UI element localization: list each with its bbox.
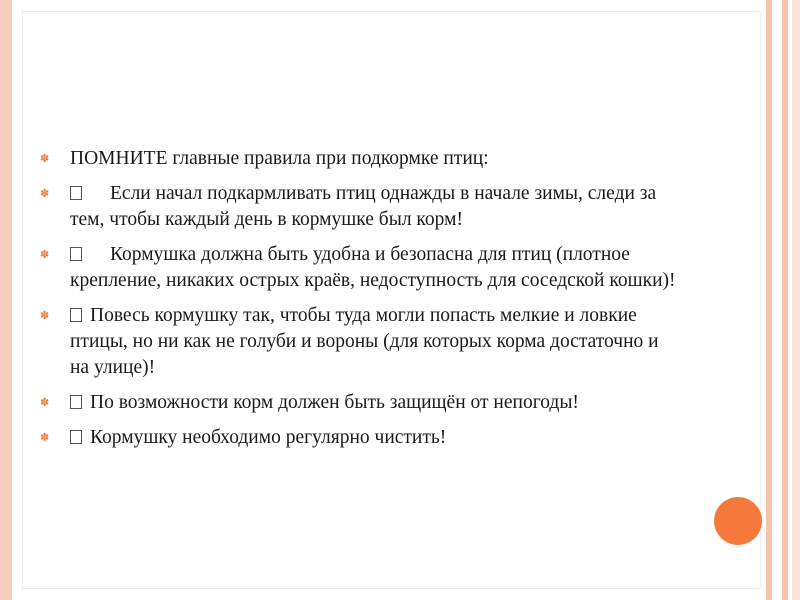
- list-item-text: Повесь кормушку так, чтобы туда могли попасть мелкие и ловкие птицы, но ни как не голуби и вороны (для которых корма достаточно и на улице)!: [70, 305, 659, 378]
- missing-glyph-icon: [70, 430, 82, 444]
- missing-glyph-icon: [70, 308, 82, 322]
- list-item-text: Если начал подкармливать птиц однажды в начале зимы, следи за тем, чтобы каждый день в кормушке был корм!: [70, 183, 657, 230]
- frame-line: [22, 11, 760, 12]
- list-item-text: ПОМНИТЕ главные правила при подкормке птиц:: [70, 148, 489, 169]
- bullet-list: [40, 146, 680, 460]
- right-accent-stripe: [782, 0, 788, 600]
- list-item: [40, 425, 680, 451]
- bullet-icon: ✽: [40, 396, 50, 409]
- list-item: [40, 242, 680, 294]
- missing-glyph-icon: [70, 247, 82, 261]
- list-item-text: Кормушка должна быть удобна и безопасна для птиц (плотное крепление, никаких острых краёв, недоступность для соседской кошки)!: [70, 244, 676, 291]
- list-item-text: Кормушку необходимо регулярно чистить!: [90, 427, 447, 448]
- frame-line: [760, 11, 761, 589]
- right-accent-stripe: [766, 0, 772, 600]
- list-item: [40, 146, 680, 172]
- left-accent-band: [0, 0, 12, 600]
- list-item-text: По возможности корм должен быть защищён от непогоды!: [90, 392, 579, 413]
- missing-glyph-icon: [70, 395, 82, 409]
- bullet-icon: ✽: [40, 248, 50, 261]
- right-accent-stripe: [792, 0, 800, 600]
- frame-line: [22, 588, 760, 589]
- bullet-icon: ✽: [40, 152, 50, 165]
- list-item: [40, 303, 680, 381]
- bullet-icon: ✽: [40, 431, 50, 444]
- list-item: [40, 181, 680, 233]
- missing-glyph-icon: [70, 186, 82, 200]
- list-item: [40, 390, 680, 416]
- bullet-icon: ✽: [40, 187, 50, 200]
- frame-line: [22, 11, 23, 589]
- bullet-icon: ✽: [40, 309, 50, 322]
- orange-circle-decoration: [714, 497, 762, 545]
